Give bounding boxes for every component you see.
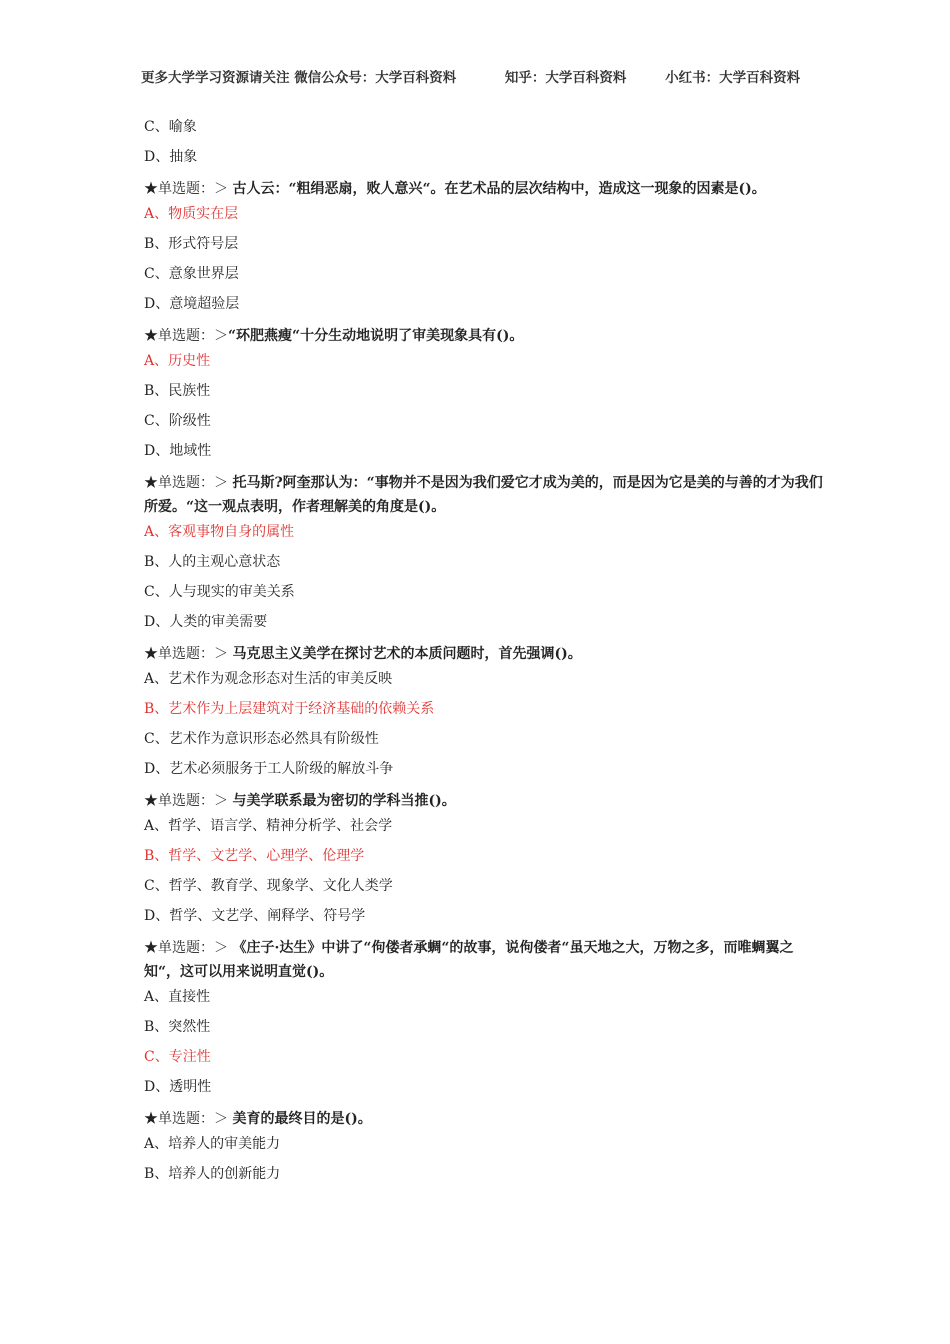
answer-option-correct: A、客观事物自身的属性: [144, 524, 295, 540]
answer-option: B、突然性: [144, 1019, 211, 1035]
answer-option-correct: B、哲学、文艺学、心理学、伦理学: [144, 848, 365, 864]
header-wechat: 更多大学学习资源请关注 微信公众号：大学百科资料: [141, 70, 457, 86]
question-text: 《庄子·达生》中讲了“佝偻者承蜩“的故事，说佝偻者“虽天地之大，万物之多，而唯蜩翼之知“，这可以用来说明直觉()。: [144, 940, 794, 980]
question-type-label: ★单选题：＞: [144, 328, 228, 344]
question-type-label: ★单选题：＞: [144, 181, 233, 197]
question-stem: [144, 324, 824, 348]
answer-option: C、艺术作为意识形态必然具有阶级性: [144, 731, 379, 747]
question-type-label: ★单选题：＞: [144, 475, 233, 491]
question-text: 马克思主义美学在探讨艺术的本质问题时，首先强调()。: [232, 646, 582, 662]
page-header: [141, 66, 910, 86]
answer-option-correct: C、专注性: [144, 1049, 211, 1065]
answer-option: A、哲学、语言学、精神分析学、社会学: [144, 818, 393, 834]
answer-option: C、人与现实的审美关系: [144, 584, 295, 600]
answer-option: D、哲学、文艺学、阐释学、符号学: [144, 908, 366, 924]
answer-option: C、意象世界层: [144, 266, 239, 282]
answer-option: C、哲学、教育学、现象学、文化人类学: [144, 878, 393, 894]
question-stem: [144, 936, 824, 984]
answer-option: D、透明性: [144, 1079, 212, 1095]
answer-option: D、艺术必须服务于工人阶级的解放斗争: [144, 761, 394, 777]
question-stem: [144, 789, 824, 813]
answer-option: B、人的主观心意状态: [144, 554, 281, 570]
question-stem: [144, 642, 824, 666]
question-text: “环肥燕瘦“十分生动地说明了审美现象具有()。: [228, 328, 524, 344]
question-stem: [144, 471, 824, 519]
question-stem: [144, 177, 824, 201]
question-type-label: ★单选题：＞: [144, 793, 233, 809]
answer-option: A、艺术作为观念形态对生活的审美反映: [144, 671, 393, 687]
answer-option: B、民族性: [144, 383, 211, 399]
question-type-label: ★单选题：＞: [144, 1111, 233, 1127]
answer-option: B、培养人的创新能力: [144, 1166, 281, 1182]
question-text: 古人云：“粗绢恶扇，败人意兴“。在艺术品的层次结构中，造成这一现象的因素是()。: [232, 181, 766, 197]
answer-option-correct: B、艺术作为上层建筑对于经济基础的依赖关系: [144, 701, 435, 717]
answer-option: D、地域性: [144, 443, 212, 459]
answer-option: C、阶级性: [144, 413, 211, 429]
header-zhihu: 知乎：大学百科资料: [504, 70, 627, 86]
question-text: 美育的最终目的是()。: [232, 1111, 372, 1127]
question-text: 托马斯?阿奎那认为：“事物并不是因为我们爱它才成为美的，而是因为它是美的与善的才为我们所爱。“这一观点表明，作者理解美的角度是()。: [144, 475, 823, 515]
answer-option: D、意境超验层: [144, 296, 240, 312]
question-type-label: ★单选题：＞: [144, 940, 233, 956]
answer-option-correct: A、历史性: [144, 353, 211, 369]
answer-option-correct: A、物质实在层: [144, 206, 239, 222]
header-xiaohongshu: 小红书：大学百科资料: [665, 70, 801, 86]
question-type-label: ★单选题：＞: [144, 646, 233, 662]
question-stem: [144, 1107, 824, 1131]
question-text: 与美学联系最为密切的学科当推()。: [232, 793, 456, 809]
answer-option: A、直接性: [144, 989, 211, 1005]
answer-option: D、人类的审美需要: [144, 614, 268, 630]
answer-option: A、培养人的审美能力: [144, 1136, 281, 1152]
question-list: [144, 117, 824, 1194]
answer-option: B、形式符号层: [144, 236, 239, 252]
answer-option: D、抽象: [144, 149, 198, 165]
answer-option: C、喻象: [144, 119, 197, 135]
